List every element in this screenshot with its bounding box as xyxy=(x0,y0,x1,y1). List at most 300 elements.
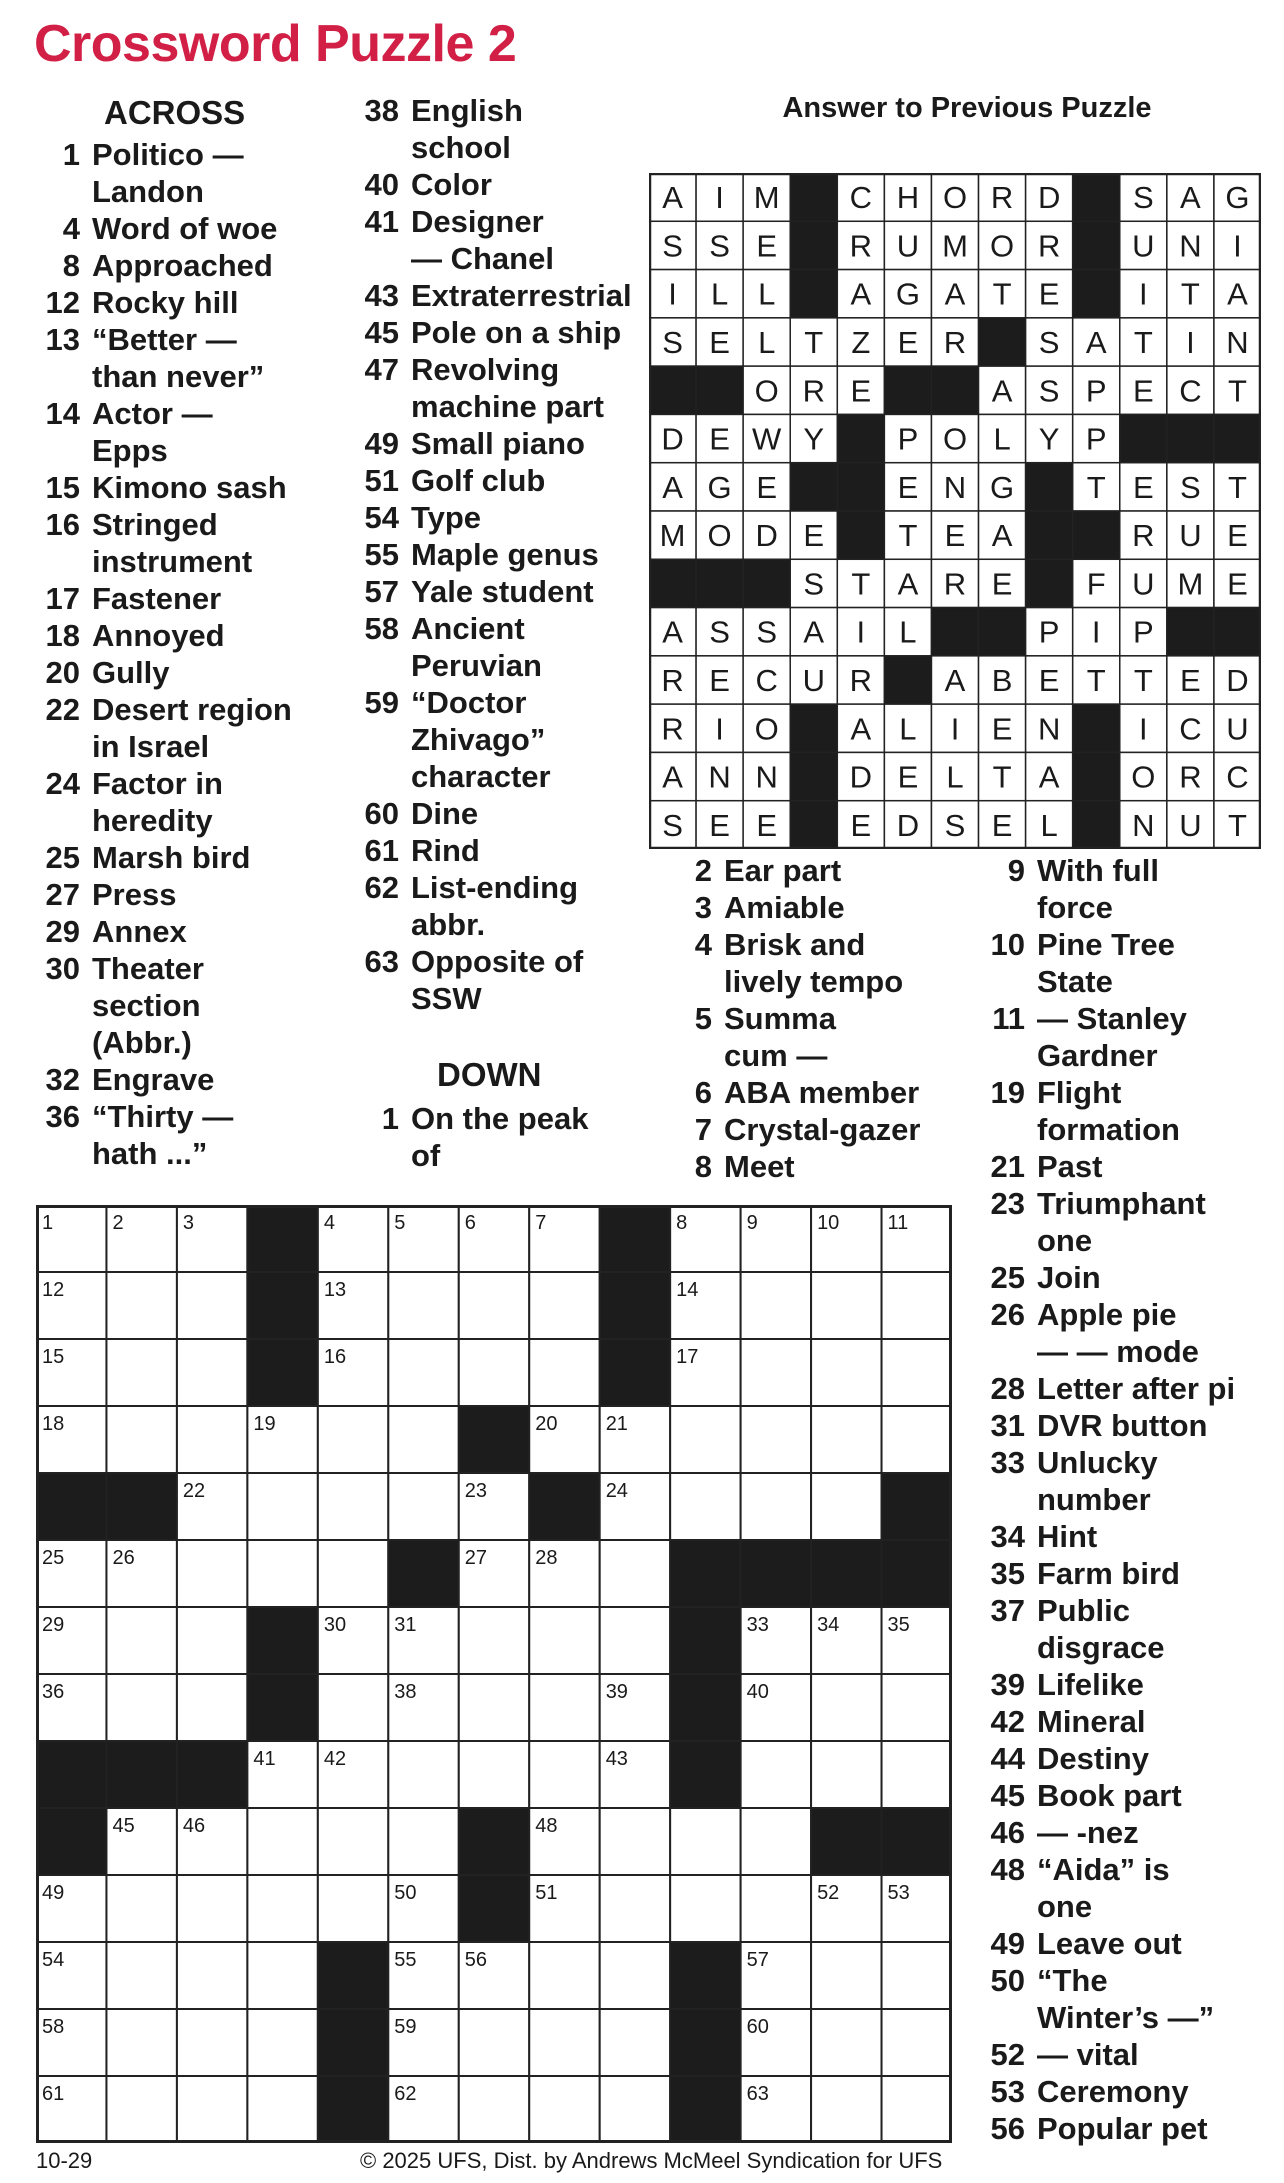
clue-down-col4-35 xyxy=(978,1555,1284,1592)
black-square xyxy=(318,2009,388,2076)
puzzle-cell[interactable] xyxy=(177,1540,247,1607)
black-square xyxy=(741,1540,811,1607)
cell-number: 21 xyxy=(605,1413,628,1435)
puzzle-cell[interactable] xyxy=(247,1808,317,1875)
clue-number: 61 xyxy=(364,833,399,868)
puzzle-cell[interactable] xyxy=(811,2009,881,2076)
answer-black-square xyxy=(649,366,696,414)
cell-number: 29 xyxy=(42,1614,65,1636)
puzzle-cell[interactable] xyxy=(600,1808,670,1875)
clue-text xyxy=(80,580,336,617)
clue-text-line: — — mode xyxy=(1037,1334,1199,1369)
answer-letter: R xyxy=(802,373,825,409)
cell-number: 52 xyxy=(817,1882,840,1904)
answer-letter: G xyxy=(1225,180,1250,216)
puzzle-cell[interactable] xyxy=(600,2009,670,2076)
clue-text xyxy=(80,654,336,691)
puzzle-cell[interactable] xyxy=(459,2009,529,2076)
puzzle-cell[interactable] xyxy=(741,1808,811,1875)
answer-letter: T xyxy=(1086,469,1106,505)
clue-number: 60 xyxy=(364,796,399,831)
clue-down-col4-25 xyxy=(978,1259,1284,1296)
answer-letter: A xyxy=(944,276,966,312)
puzzle-cell[interactable] xyxy=(318,1808,388,1875)
clue-across-col1-25 xyxy=(36,839,336,876)
clue-number: 7 xyxy=(694,1112,712,1147)
answer-letter: N xyxy=(755,759,778,795)
answer-letter: N xyxy=(1179,228,1202,264)
clue-number: 5 xyxy=(694,1001,712,1036)
puzzle-cell[interactable] xyxy=(811,1406,881,1473)
clue-text-line: Pole on a ship xyxy=(411,315,622,350)
clue-across-col2-49 xyxy=(355,425,650,462)
puzzle-cell[interactable] xyxy=(811,1674,881,1741)
puzzle-cell[interactable] xyxy=(459,2076,529,2143)
puzzle-cell[interactable] xyxy=(247,2076,317,2143)
answer-letter: M xyxy=(753,180,780,216)
puzzle-cell[interactable] xyxy=(741,1406,811,1473)
clue-text xyxy=(399,832,650,869)
clue-number: 40 xyxy=(364,167,399,202)
answer-black-square xyxy=(790,270,837,318)
black-square xyxy=(177,1741,247,1808)
puzzle-cell[interactable] xyxy=(388,1406,458,1473)
cell-number: 20 xyxy=(535,1413,558,1435)
puzzle-cell[interactable] xyxy=(741,1875,811,1942)
puzzle-cell[interactable] xyxy=(106,1607,176,1674)
clue-text-line: Politico — xyxy=(92,137,244,172)
puzzle-cell[interactable] xyxy=(318,1674,388,1741)
cell-number: 35 xyxy=(887,1614,910,1636)
clue-number: 46 xyxy=(990,1815,1025,1850)
puzzle-cell[interactable] xyxy=(529,1339,599,1406)
clue-text-line: Amiable xyxy=(724,890,845,925)
answer-letter: R xyxy=(1037,228,1061,264)
answer-letter: U xyxy=(896,228,920,264)
clue-down-col4-39 xyxy=(978,1666,1284,1703)
clue-number: 13 xyxy=(45,322,80,357)
answer-black-square xyxy=(696,366,743,414)
clue-text-line: section xyxy=(92,988,201,1023)
clue-text xyxy=(1025,1185,1284,1259)
puzzle-cell[interactable] xyxy=(529,1942,599,2009)
puzzle-cell[interactable] xyxy=(882,1339,952,1406)
puzzle-cell[interactable] xyxy=(811,1942,881,2009)
puzzle-cell[interactable] xyxy=(247,1540,317,1607)
clue-number: 37 xyxy=(990,1593,1025,1628)
clue-text-line: Winter’s —” xyxy=(1037,2000,1215,2035)
cell-number: 15 xyxy=(42,1346,65,1368)
clue-number: 25 xyxy=(45,840,80,875)
answer-black-square xyxy=(790,704,837,752)
answer-letter: U xyxy=(1179,518,1202,554)
answer-letter: T xyxy=(992,759,1012,795)
answer-letter: E xyxy=(709,421,730,457)
puzzle-cell[interactable] xyxy=(459,1339,529,1406)
answer-letter: R xyxy=(943,325,967,360)
answer-letter: O xyxy=(707,518,732,554)
puzzle-grid xyxy=(36,1205,952,2143)
cell-number: 58 xyxy=(42,2016,65,2038)
black-square xyxy=(670,1607,740,1674)
clue-across-col1-16 xyxy=(36,506,336,580)
answer-black-square xyxy=(1073,270,1120,318)
answer-letter: C xyxy=(1179,711,1202,747)
clue-text xyxy=(712,1000,972,1074)
cell-number: 51 xyxy=(535,1882,558,1904)
answer-black-square xyxy=(1073,511,1120,559)
clue-text-line: Apple pie xyxy=(1037,1297,1177,1332)
puzzle-cell[interactable] xyxy=(741,1741,811,1808)
clue-text xyxy=(1025,1814,1284,1851)
clue-text-line: — Chanel xyxy=(411,241,554,276)
puzzle-cell[interactable] xyxy=(529,1272,599,1339)
puzzle-cell[interactable] xyxy=(106,1272,176,1339)
clue-text xyxy=(1025,1259,1284,1296)
clue-across-col1-36 xyxy=(36,1098,336,1172)
puzzle-cell[interactable] xyxy=(459,1741,529,1808)
puzzle-cell[interactable] xyxy=(670,1808,740,1875)
answer-letter: E xyxy=(756,469,778,505)
clue-text-line: Fastener xyxy=(92,581,222,616)
answer-letter: T xyxy=(898,518,918,554)
puzzle-cell[interactable] xyxy=(882,2009,952,2076)
clue-across-col2-40 xyxy=(355,166,650,203)
clue-text xyxy=(1025,1925,1284,1962)
answer-letter: E xyxy=(1038,276,1060,312)
answer-letter: N xyxy=(708,759,731,795)
clue-text xyxy=(80,913,336,950)
clue-text xyxy=(399,314,650,351)
answer-letter: C xyxy=(849,180,873,216)
clue-down-col4-10 xyxy=(978,926,1284,1000)
puzzle-cell[interactable] xyxy=(741,1339,811,1406)
answer-letter: E xyxy=(1227,518,1248,554)
puzzle-cell[interactable] xyxy=(177,2076,247,2143)
clue-text xyxy=(399,573,650,610)
clue-number: 62 xyxy=(364,870,399,905)
clue-text xyxy=(1025,1407,1284,1444)
clue-text-line: Press xyxy=(92,877,177,912)
clue-number: 18 xyxy=(45,618,80,653)
answer-letter: L xyxy=(946,759,964,795)
cell-number: 57 xyxy=(746,1949,769,1971)
cell-number: 62 xyxy=(394,2083,417,2105)
answer-black-square xyxy=(837,511,884,559)
clue-down-col4-46 xyxy=(978,1814,1284,1851)
black-square xyxy=(388,1540,458,1607)
clue-down-col4-37 xyxy=(978,1592,1284,1666)
cell-number: 60 xyxy=(746,2016,769,2038)
puzzle-cell[interactable] xyxy=(882,1741,952,1808)
puzzle-cell[interactable] xyxy=(247,1473,317,1540)
answer-letter: A xyxy=(850,276,872,312)
answer-letter: D xyxy=(755,518,778,554)
clue-number: 1 xyxy=(62,137,80,172)
answer-letter: E xyxy=(991,807,1013,843)
answer-letter: A xyxy=(662,614,683,650)
clue-across-col1-30 xyxy=(36,950,336,1061)
puzzle-cell[interactable] xyxy=(177,2009,247,2076)
puzzle-cell[interactable] xyxy=(318,1473,388,1540)
puzzle-cell[interactable] xyxy=(177,1339,247,1406)
black-square xyxy=(670,1540,740,1607)
clue-text-line: Triumphant xyxy=(1037,1186,1206,1221)
black-square xyxy=(247,1607,317,1674)
answer-black-square xyxy=(790,173,837,221)
clue-text-line: Word of woe xyxy=(92,211,278,246)
clue-text-line: Meet xyxy=(724,1149,795,1184)
clue-number: 24 xyxy=(45,766,80,801)
puzzle-cell[interactable] xyxy=(529,1607,599,1674)
clue-text-line: Designer xyxy=(411,204,544,239)
puzzle-cell[interactable] xyxy=(106,1406,176,1473)
clue-down-col4-23 xyxy=(978,1185,1284,1259)
answer-black-square xyxy=(1167,414,1214,462)
puzzle-cell[interactable] xyxy=(600,1607,670,1674)
answer-letter: E xyxy=(897,469,919,505)
clue-text xyxy=(1025,1518,1284,1555)
clue-text-line: Color xyxy=(411,167,492,202)
clue-text-line: Pine Tree xyxy=(1037,927,1175,962)
puzzle-cell[interactable] xyxy=(600,1875,670,1942)
clue-across-col1-13 xyxy=(36,321,336,395)
puzzle-cell[interactable] xyxy=(177,1607,247,1674)
cell-number: 46 xyxy=(182,1815,206,1837)
clue-text-line: Hint xyxy=(1037,1519,1098,1554)
clue-down-col4-11 xyxy=(978,1000,1284,1074)
puzzle-cell[interactable] xyxy=(600,1942,670,2009)
clue-text xyxy=(399,1100,650,1174)
puzzle-cell[interactable] xyxy=(670,1473,740,1540)
puzzle-cell[interactable] xyxy=(318,1406,388,1473)
puzzle-cell[interactable] xyxy=(811,1339,881,1406)
puzzle-cell[interactable] xyxy=(459,1674,529,1741)
puzzle-cell[interactable] xyxy=(459,1272,529,1339)
answer-letter: D xyxy=(661,421,684,457)
black-square xyxy=(670,2076,740,2143)
clue-text-line: heredity xyxy=(92,803,213,838)
answer-letter: L xyxy=(993,421,1011,457)
answer-letter: U xyxy=(1226,711,1249,747)
clue-text-line: Lifelike xyxy=(1037,1667,1144,1702)
clue-text-line: Destiny xyxy=(1037,1741,1149,1776)
puzzle-cell[interactable] xyxy=(318,1875,388,1942)
puzzle-cell[interactable] xyxy=(882,1406,952,1473)
clue-text-line: “Aida” is xyxy=(1037,1852,1170,1887)
clue-text-line: Engrave xyxy=(92,1062,215,1097)
clue-down-col4-28 xyxy=(978,1370,1284,1407)
answer-letter: S xyxy=(1038,325,1060,360)
answer-letter: S xyxy=(756,614,778,650)
puzzle-cell[interactable] xyxy=(741,1272,811,1339)
across-heading: ACROSS xyxy=(104,94,246,131)
page-title: Crossword Puzzle 2 xyxy=(34,15,517,73)
clue-text-line: Ancient xyxy=(411,611,525,646)
clue-text xyxy=(80,876,336,913)
clue-text xyxy=(1025,1148,1284,1185)
puzzle-cell[interactable] xyxy=(318,1540,388,1607)
puzzle-cell[interactable] xyxy=(247,2009,317,2076)
clue-text xyxy=(1025,1703,1284,1740)
black-square xyxy=(811,1540,881,1607)
clue-across-col2-60 xyxy=(355,795,650,832)
puzzle-cell[interactable] xyxy=(388,1339,458,1406)
clue-number: 16 xyxy=(45,507,80,542)
clue-number: 31 xyxy=(990,1408,1025,1443)
puzzle-cell[interactable] xyxy=(600,1540,670,1607)
puzzle-cell[interactable] xyxy=(388,1808,458,1875)
answer-letter: R xyxy=(1179,759,1202,795)
answer-letter: P xyxy=(1085,421,1107,457)
puzzle-cell[interactable] xyxy=(177,1406,247,1473)
puzzle-cell[interactable] xyxy=(811,2076,881,2143)
clue-text-line: Mineral xyxy=(1037,1704,1146,1739)
puzzle-cell[interactable] xyxy=(177,1272,247,1339)
answer-letter: N xyxy=(943,469,967,505)
clue-number: 47 xyxy=(364,352,399,387)
answer-black-square xyxy=(1073,221,1120,269)
puzzle-cell[interactable] xyxy=(177,1942,247,2009)
clue-text-line: Gardner xyxy=(1037,1038,1158,1073)
cell-number: 13 xyxy=(323,1279,347,1301)
cell-number: 17 xyxy=(676,1346,699,1368)
answer-black-square xyxy=(1026,511,1073,559)
answer-letter: T xyxy=(1227,373,1247,409)
clue-text xyxy=(399,795,650,832)
puzzle-cell[interactable] xyxy=(106,1942,176,2009)
puzzle-cell[interactable] xyxy=(106,1339,176,1406)
puzzle-cell[interactable] xyxy=(388,1473,458,1540)
clue-text-line: — -nez xyxy=(1037,1815,1139,1850)
clue-number: 45 xyxy=(990,1778,1025,1813)
puzzle-cell[interactable] xyxy=(811,1272,881,1339)
puzzle-cell[interactable] xyxy=(882,2076,952,2143)
answer-letter: I xyxy=(1233,228,1242,264)
answer-letter: S xyxy=(1132,180,1154,216)
puzzle-cell[interactable] xyxy=(388,1741,458,1808)
clue-text-line: List-ending xyxy=(411,870,579,905)
clue-text-line: lively tempo xyxy=(724,964,904,999)
clue-across-col1-14 xyxy=(36,395,336,469)
answer-letter: N xyxy=(1037,711,1061,747)
clue-text-line: of xyxy=(411,1138,441,1173)
clue-number: 48 xyxy=(990,1852,1025,1887)
answer-letter: R xyxy=(1132,518,1155,554)
clue-text-line: Crystal-gazer xyxy=(724,1112,921,1147)
cell-number: 9 xyxy=(746,1212,758,1234)
answer-letter: P xyxy=(1038,614,1060,650)
puzzle-cell[interactable] xyxy=(388,1272,458,1339)
puzzle-cell[interactable] xyxy=(177,1674,247,1741)
black-square xyxy=(670,1741,740,1808)
clue-text xyxy=(80,136,336,210)
answer-letter: E xyxy=(850,373,872,409)
answer-letter: P xyxy=(1085,373,1107,409)
clue-across-col1-4 xyxy=(36,210,336,247)
answer-letter: I xyxy=(950,711,960,747)
clue-across-col2-63 xyxy=(355,943,650,1017)
clue-text-line: cum — xyxy=(724,1038,828,1073)
answer-letter: U xyxy=(802,663,825,698)
clue-number: 44 xyxy=(990,1741,1025,1776)
puzzle-cell[interactable] xyxy=(529,2076,599,2143)
answer-letter: I xyxy=(668,276,677,312)
puzzle-cell[interactable] xyxy=(106,2076,176,2143)
clue-text-line: Small piano xyxy=(411,426,585,461)
clue-text-line: than never” xyxy=(92,359,265,394)
puzzle-cell[interactable] xyxy=(600,2076,670,2143)
clue-across-col1-20 xyxy=(36,654,336,691)
puzzle-cell[interactable] xyxy=(670,1406,740,1473)
clue-text-line: hath ...” xyxy=(92,1136,208,1171)
puzzle-cell[interactable] xyxy=(811,1473,881,1540)
answer-letter: P xyxy=(897,421,919,457)
puzzle-cell[interactable] xyxy=(247,1875,317,1942)
clue-text-line: Revolving xyxy=(411,352,560,387)
answer-letter: I xyxy=(715,180,724,216)
answer-letter: R xyxy=(943,566,967,602)
puzzle-cell[interactable] xyxy=(811,1741,881,1808)
answer-letter: I xyxy=(1091,614,1101,650)
clue-text xyxy=(1025,1296,1284,1370)
clue-text-line: Peruvian xyxy=(411,648,542,683)
answer-letter: R xyxy=(661,711,684,747)
clue-text-line: Popular pet xyxy=(1037,2111,1208,2146)
clue-text xyxy=(399,166,650,203)
puzzle-cell[interactable] xyxy=(106,2009,176,2076)
puzzle-cell[interactable] xyxy=(529,1674,599,1741)
cell-number: 10 xyxy=(817,1212,840,1234)
clue-number: 54 xyxy=(364,500,399,535)
down-clues-column-3 xyxy=(672,852,972,1185)
clue-text xyxy=(712,1148,972,1185)
answer-letter: G xyxy=(895,276,920,312)
clue-down-col4-45 xyxy=(978,1777,1284,1814)
answer-letter: I xyxy=(1186,325,1195,360)
puzzle-cell[interactable] xyxy=(882,1674,952,1741)
clue-down-col4-9 xyxy=(978,852,1284,926)
clue-number: 34 xyxy=(990,1519,1025,1554)
puzzle-cell[interactable] xyxy=(670,1875,740,1942)
clue-text xyxy=(80,284,336,321)
puzzle-cell[interactable] xyxy=(741,1473,811,1540)
black-square xyxy=(600,1272,670,1339)
puzzle-cell[interactable] xyxy=(529,2009,599,2076)
puzzle-cell[interactable] xyxy=(177,1875,247,1942)
answer-letter: S xyxy=(709,614,730,650)
puzzle-cell[interactable] xyxy=(529,1741,599,1808)
puzzle-cell[interactable] xyxy=(106,1875,176,1942)
clue-text-line: English xyxy=(411,93,523,128)
answer-black-square xyxy=(1073,704,1120,752)
cell-number: 18 xyxy=(42,1413,65,1435)
answer-letter: U xyxy=(1132,228,1155,264)
puzzle-cell[interactable] xyxy=(882,1942,952,2009)
clue-text-line: Past xyxy=(1037,1149,1103,1184)
puzzle-cell[interactable] xyxy=(459,1607,529,1674)
answer-letter: L xyxy=(758,276,776,312)
puzzle-cell[interactable] xyxy=(106,1674,176,1741)
clue-text xyxy=(80,247,336,284)
clue-text-line: force xyxy=(1037,890,1113,925)
cell-number: 3 xyxy=(182,1212,195,1234)
clue-text xyxy=(80,1061,336,1098)
answer-black-square xyxy=(837,463,884,511)
puzzle-cell[interactable] xyxy=(882,1272,952,1339)
answer-letter: H xyxy=(896,180,920,216)
puzzle-cell[interactable] xyxy=(247,1942,317,2009)
